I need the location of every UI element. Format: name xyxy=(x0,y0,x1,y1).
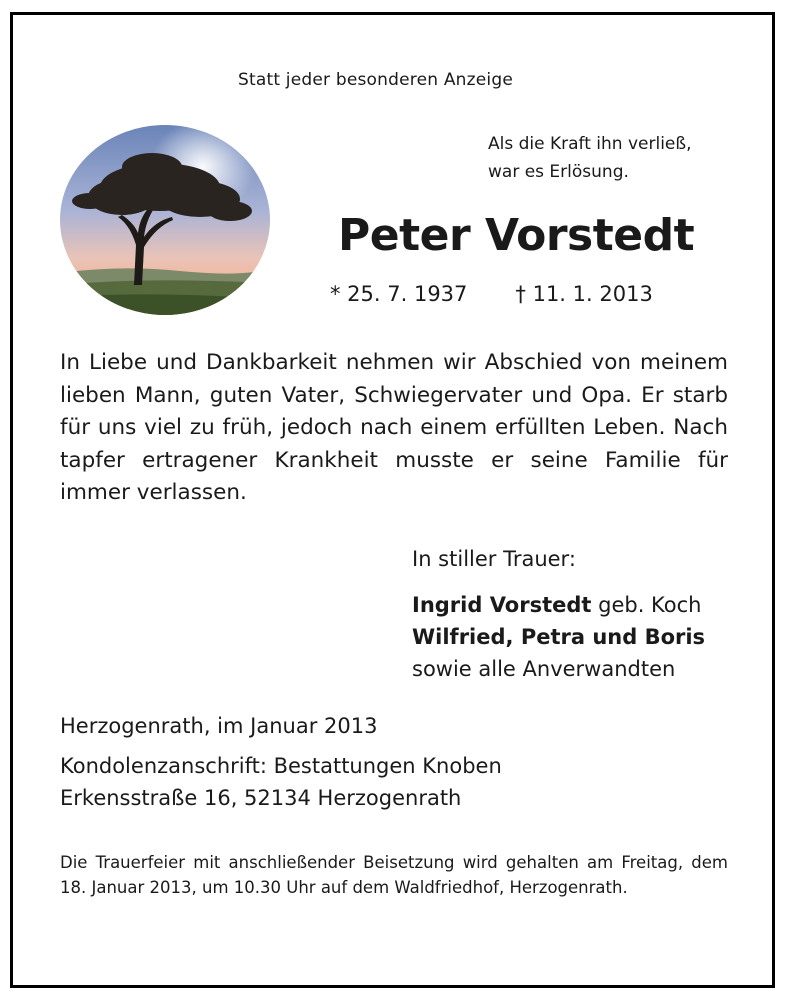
death-date: † 11. 1. 2013 xyxy=(515,282,653,306)
place-date: Herzogenrath, im Januar 2013 xyxy=(60,714,378,738)
funeral-info: Die Trauerfeier mit anschließender Beisetzung wird gehalten am Freitag, dem 18. Januar 2013, um 10.30 Uhr auf dem Waldfriedhof, Herzogenrath. xyxy=(60,853,728,897)
condolence-line-2: Erkensstraße 16, 52134 Herzogenrath xyxy=(60,786,462,810)
birth-date: * 25. 7. 1937 xyxy=(330,282,468,306)
mourner-1-name: Ingrid Vorstedt xyxy=(412,593,592,617)
mourner-2 xyxy=(412,621,705,653)
mourner-1 xyxy=(412,589,705,621)
mourner-2-names: Wilfried, Petra und Boris xyxy=(412,625,706,649)
quote-line-1: Als die Kraft ihn verließ, xyxy=(488,134,692,154)
quote-line-2: war es Erlösung. xyxy=(488,162,629,182)
condolence-address xyxy=(60,750,502,814)
life-dates xyxy=(330,282,653,306)
mourning-intro: In stiller Trauer: xyxy=(412,547,576,571)
obituary-text: In Liebe und Dankbarkeit nehmen wir Abschied von meinem lieben Mann, guten Vater, Schwiegervater und Opa. Er starb für uns viel zu früh, jedoch nach einem erfüllten Leben. Nach tapfer ertragener Krankheit musste er seine Familie für immer verlassen. xyxy=(60,350,728,505)
condolence-line-1: Kondolenzanschrift: Bestattungen Knoben xyxy=(60,754,502,778)
mourners xyxy=(412,543,705,685)
deceased-name: Peter Vorstedt xyxy=(338,210,695,261)
preheading: Statt jeder besonderen Anzeige xyxy=(238,70,513,90)
quote xyxy=(488,130,692,186)
mourner-3: sowie alle Anverwandten xyxy=(412,657,676,681)
mourner-1-suffix: geb. Koch xyxy=(591,593,702,617)
tree-icon xyxy=(60,125,270,315)
tree-photo xyxy=(60,125,270,315)
